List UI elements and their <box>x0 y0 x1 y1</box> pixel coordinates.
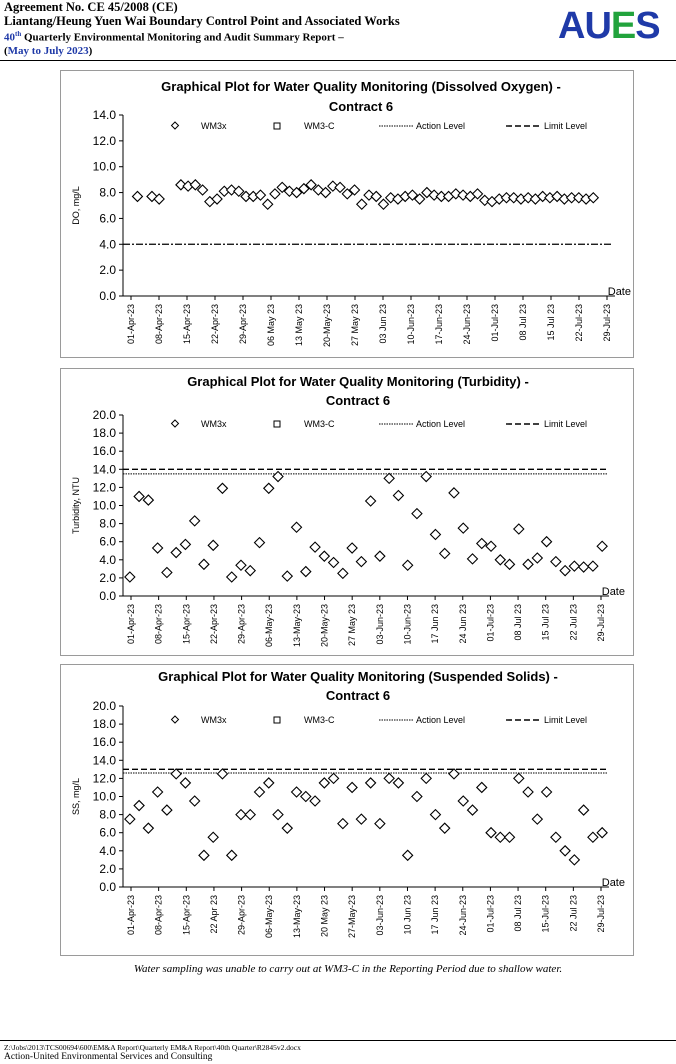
data-point <box>384 473 394 483</box>
report-title-text: Quarterly Environmental Monitoring and Audit Summary Report – <box>21 31 344 44</box>
x-axis-label: Date <box>601 877 625 889</box>
y-tick-label: 4.0 <box>99 843 116 858</box>
data-point <box>335 182 345 192</box>
data-point <box>430 529 440 539</box>
y-tick-label: 14.0 <box>92 108 116 122</box>
data-point <box>125 814 135 824</box>
data-point <box>505 559 515 569</box>
data-point <box>371 191 381 201</box>
data-point <box>171 548 181 558</box>
report-ordinal: 40 <box>4 31 15 44</box>
report-ordinal-suffix: th <box>15 30 22 38</box>
data-point <box>403 850 413 860</box>
legend-marker-square <box>274 421 280 427</box>
agreement-number: Agreement No. CE 45/2008 (CE) <box>4 0 178 14</box>
period-open: ( <box>4 44 8 57</box>
data-point <box>301 792 311 802</box>
x-tick-label: 03-Jun-23 <box>374 604 385 645</box>
data-point <box>273 472 283 482</box>
x-tick-label: 01-Apr-23 <box>126 304 136 345</box>
x-tick-label: 24-Jun-23 <box>462 304 472 345</box>
period-close: ) <box>88 44 93 57</box>
x-tick-label: 06 May 23 <box>266 304 276 347</box>
x-tick-label: 17 Jun 23 <box>430 895 441 935</box>
data-point <box>477 539 487 549</box>
logo-letter: A <box>558 5 585 47</box>
y-tick-label: 4.0 <box>99 237 116 252</box>
chart-title-line: Graphical Plot for Water Quality Monitoring (Turbidity) - <box>187 374 529 389</box>
data-point <box>514 524 524 534</box>
data-point <box>134 491 144 501</box>
data-point <box>569 855 579 865</box>
x-tick-label: 08-Apr-23 <box>154 304 164 345</box>
data-point <box>273 810 283 820</box>
legend-label: Action Level <box>416 715 466 725</box>
data-point <box>199 559 209 569</box>
y-tick-label: 18.0 <box>92 426 116 441</box>
data-point <box>495 555 505 565</box>
data-point <box>579 805 589 815</box>
x-tick-label: 08 Jul 23 <box>513 895 524 932</box>
x-tick-label: 06-May-23 <box>264 604 275 648</box>
turbidity-chart <box>61 369 633 655</box>
legend-label: WM3-C <box>304 121 335 131</box>
data-point <box>236 560 246 570</box>
x-tick-label: 13 May 23 <box>294 304 304 347</box>
data-point <box>560 846 570 856</box>
report-header <box>4 0 400 58</box>
y-tick-label: 12.0 <box>92 480 116 495</box>
data-point <box>254 538 264 548</box>
data-point <box>440 548 450 558</box>
x-tick-label: 03-Jun-23 <box>374 895 385 936</box>
data-point <box>421 472 431 482</box>
data-point <box>375 819 385 829</box>
data-point <box>199 850 209 860</box>
data-point <box>254 787 264 797</box>
data-point <box>449 488 459 498</box>
x-tick-label: 08-Apr-23 <box>153 895 164 936</box>
do-chart <box>61 71 633 357</box>
x-tick-label: 29-Jul-23 <box>602 304 612 342</box>
x-tick-label: 22 Jul 23 <box>568 604 579 641</box>
data-point <box>532 814 542 824</box>
x-tick-label: 27-May-23 <box>347 895 358 939</box>
x-tick-label: 22-Apr-23 <box>210 304 220 345</box>
data-point <box>551 557 561 567</box>
data-point <box>551 832 561 842</box>
data-point <box>560 566 570 576</box>
data-point <box>190 516 200 526</box>
data-point <box>421 773 431 783</box>
data-point <box>263 199 273 209</box>
data-point <box>393 778 403 788</box>
data-point <box>468 805 478 815</box>
header-divider <box>0 60 676 61</box>
y-tick-label: 20.0 <box>92 408 116 422</box>
x-tick-label: 24-Jun-23 <box>457 895 468 936</box>
x-tick-label: 01-Jul-23 <box>485 895 496 933</box>
x-tick-label: 15-Apr-23 <box>181 895 192 936</box>
logo-letter: E <box>610 5 636 47</box>
data-point <box>458 796 468 806</box>
logo-letter: S <box>635 5 660 47</box>
data-point <box>366 778 376 788</box>
data-point <box>310 542 320 552</box>
y-tick-label: 8.0 <box>99 185 116 200</box>
data-point <box>486 828 496 838</box>
data-point <box>449 769 459 779</box>
chart-title-line: Graphical Plot for Water Quality Monitoring (Suspended Solids) - <box>158 669 558 684</box>
legend-marker-diamond <box>172 716 179 723</box>
y-tick-label: 6.0 <box>99 825 116 840</box>
project-title: Liantang/Heung Yuen Wai Boundary Control Point and Associated Works <box>4 14 400 28</box>
x-tick-label: 17 Jun 23 <box>430 604 441 644</box>
data-point <box>301 567 311 577</box>
x-tick-label: 01-Jul-23 <box>485 604 496 642</box>
x-tick-label: 13-May-23 <box>291 604 302 648</box>
y-axis-label: Turbidity, NTU <box>71 476 81 535</box>
data-point <box>217 483 227 493</box>
x-tick-label: 27 May 23 <box>347 604 358 647</box>
report-title <box>4 28 400 45</box>
data-point <box>125 572 135 582</box>
legend-marker-square <box>274 717 280 723</box>
legend-marker-square <box>274 123 280 129</box>
x-tick-label: 29-Jul-23 <box>596 604 606 642</box>
y-tick-label: 10.0 <box>92 498 116 513</box>
sampling-note: Water sampling was unable to carry out at WM3-C in the Reporting Period due to shallow water. <box>133 963 563 975</box>
data-point <box>143 823 153 833</box>
data-point <box>468 554 478 564</box>
y-tick-label: 12.0 <box>92 771 116 786</box>
data-point <box>477 782 487 792</box>
y-tick-label: 2.0 <box>99 263 116 278</box>
data-point <box>190 796 200 806</box>
y-tick-label: 2.0 <box>99 570 116 585</box>
legend-label: Limit Level <box>544 419 588 429</box>
data-point <box>523 787 533 797</box>
y-tick-label: 4.0 <box>99 552 116 567</box>
x-tick-label: 29-Apr-23 <box>236 895 247 936</box>
data-point <box>162 567 172 577</box>
data-point <box>180 778 190 788</box>
data-point <box>153 787 163 797</box>
x-tick-label: 29-Apr-23 <box>236 604 247 645</box>
data-point <box>440 823 450 833</box>
x-tick-label: 01-Apr-23 <box>126 895 136 936</box>
data-point <box>329 773 339 783</box>
data-point <box>588 832 598 842</box>
y-tick-label: 10.0 <box>92 159 116 174</box>
x-tick-label: 15 Jul 23 <box>540 604 551 641</box>
data-point <box>569 561 579 571</box>
x-tick-label: 03 Jun 23 <box>378 304 388 344</box>
data-point <box>208 540 218 550</box>
chart-title-line: Contract 6 <box>325 393 391 408</box>
data-point <box>597 828 607 838</box>
data-point <box>132 191 142 201</box>
y-tick-label: 0.0 <box>99 880 116 894</box>
data-point <box>514 773 524 783</box>
x-tick-label: 22-Jul-23 <box>574 304 584 342</box>
data-point <box>319 778 329 788</box>
data-point <box>264 483 274 493</box>
data-point <box>412 509 422 519</box>
legend-label: WM3-C <box>304 715 335 725</box>
legend-marker-diamond <box>172 420 179 427</box>
x-tick-label: 20-May-23 <box>322 304 332 348</box>
y-axis-label: SS, mg/L <box>71 777 81 816</box>
x-tick-label: 29-Apr-23 <box>238 304 248 345</box>
x-tick-label: 15 Jul 23 <box>546 304 556 341</box>
data-point <box>542 787 552 797</box>
data-point <box>588 193 598 203</box>
y-tick-label: 8.0 <box>99 807 116 822</box>
legend-label: WM3-C <box>304 419 335 429</box>
legend-label: Action Level <box>416 419 466 429</box>
x-tick-label: 10-Jun-23 <box>402 604 413 645</box>
x-tick-label: 15-Apr-23 <box>182 304 192 345</box>
data-point <box>282 823 292 833</box>
x-tick-label: 22 Apr 23 <box>208 895 219 934</box>
data-point <box>134 801 144 811</box>
do-chart-panel <box>60 70 634 358</box>
data-point <box>310 796 320 806</box>
legend-label: WM3x <box>201 121 227 131</box>
y-tick-label: 16.0 <box>92 735 116 750</box>
y-tick-label: 2.0 <box>99 861 116 876</box>
data-point <box>282 571 292 581</box>
footer-file-path: Z:\Jobs\2013\TCS00694\600\EM&A Report\Quarterly EM&A Report\40th Quarter\R2845v2.docx <box>4 1043 301 1052</box>
data-point <box>505 832 515 842</box>
x-tick-label: 01-Apr-23 <box>126 604 136 645</box>
ss-chart <box>61 665 633 955</box>
x-tick-label: 20 May 23 <box>319 895 330 938</box>
x-tick-label: 01-Jul-23 <box>490 304 500 342</box>
data-point <box>393 491 403 501</box>
footer-company: Action-United Environmental Services and Consulting <box>4 1052 213 1062</box>
data-point <box>378 199 388 209</box>
data-point <box>347 543 357 553</box>
x-tick-label: 24 Jun 23 <box>457 604 468 644</box>
data-point <box>458 523 468 533</box>
y-tick-label: 8.0 <box>99 516 116 531</box>
y-axis-label: DO, mg/L <box>71 186 81 225</box>
legend-marker-diamond <box>172 122 179 129</box>
data-point <box>245 810 255 820</box>
data-point <box>180 539 190 549</box>
data-point <box>153 543 163 553</box>
x-tick-label: 08 Jul 23 <box>518 304 528 341</box>
data-point <box>542 537 552 547</box>
x-tick-label: 08 Jul 23 <box>513 604 524 641</box>
report-period <box>4 45 400 58</box>
y-tick-label: 10.0 <box>92 789 116 804</box>
data-point <box>171 769 181 779</box>
data-point <box>532 553 542 563</box>
y-tick-label: 6.0 <box>99 211 116 226</box>
data-point <box>523 559 533 569</box>
footer-divider <box>0 1040 676 1041</box>
y-tick-label: 0.0 <box>99 589 116 603</box>
y-tick-label: 14.0 <box>92 753 116 768</box>
x-tick-label: 10-Jun-23 <box>406 304 416 345</box>
legend-label: Action Level <box>416 121 466 131</box>
period-text: May to July 2023 <box>7 44 89 57</box>
data-point <box>270 189 280 199</box>
chart-title-line: Graphical Plot for Water Quality Monitoring (Dissolved Oxygen) - <box>161 79 561 94</box>
x-tick-label: 27 May 23 <box>350 304 360 347</box>
aues-logo <box>558 6 660 46</box>
y-tick-label: 16.0 <box>92 444 116 459</box>
data-point <box>412 792 422 802</box>
x-tick-label: 20-May-23 <box>319 604 330 648</box>
y-tick-label: 0.0 <box>99 289 116 303</box>
turbidity-chart-panel <box>60 368 634 656</box>
data-point <box>403 560 413 570</box>
legend-label: WM3x <box>201 715 227 725</box>
data-point <box>217 769 227 779</box>
chart-title-line: Contract 6 <box>325 688 391 703</box>
data-point <box>486 541 496 551</box>
data-point <box>292 522 302 532</box>
x-tick-label: 10 Jun 23 <box>402 895 413 935</box>
data-point <box>255 190 265 200</box>
x-tick-label: 15-Apr-23 <box>181 604 192 645</box>
data-point <box>356 557 366 567</box>
x-tick-label: 13-May-23 <box>291 895 302 939</box>
legend-label: Limit Level <box>544 715 588 725</box>
ss-chart-panel <box>60 664 634 956</box>
data-point <box>338 568 348 578</box>
x-tick-label: 17-Jun-23 <box>434 304 444 345</box>
logo-letter: U <box>584 5 611 47</box>
data-point <box>162 805 172 815</box>
y-tick-label: 6.0 <box>99 534 116 549</box>
x-tick-label: 22-Apr-23 <box>208 604 219 645</box>
y-tick-label: 20.0 <box>92 699 116 713</box>
x-tick-label: 15-Jul-23 <box>540 895 551 933</box>
data-point <box>588 561 598 571</box>
data-point <box>264 778 274 788</box>
data-point <box>357 199 367 209</box>
data-point <box>245 566 255 576</box>
x-tick-label: 29-Jul-23 <box>596 895 606 933</box>
data-point <box>227 572 237 582</box>
data-point <box>319 551 329 561</box>
data-point <box>375 551 385 561</box>
data-point <box>384 773 394 783</box>
data-point <box>292 787 302 797</box>
x-tick-label: 08-Apr-23 <box>153 604 164 645</box>
y-tick-label: 14.0 <box>92 462 116 477</box>
data-point <box>356 814 366 824</box>
x-tick-label: 06-May-23 <box>264 895 275 939</box>
y-tick-label: 18.0 <box>92 717 116 732</box>
data-point <box>347 782 357 792</box>
x-axis-label: Date <box>601 586 625 598</box>
x-tick-label: 22 Jul 23 <box>568 895 579 932</box>
legend-label: Limit Level <box>544 121 588 131</box>
x-axis-label: Date <box>607 286 631 298</box>
y-tick-label: 12.0 <box>92 133 116 148</box>
data-point <box>579 562 589 572</box>
data-point <box>329 558 339 568</box>
data-point <box>143 495 153 505</box>
legend-label: WM3x <box>201 419 227 429</box>
data-point <box>338 819 348 829</box>
data-point <box>208 832 218 842</box>
data-point <box>597 541 607 551</box>
chart-title-line: Contract 6 <box>328 99 394 114</box>
data-point <box>430 810 440 820</box>
data-point <box>227 850 237 860</box>
data-point <box>366 496 376 506</box>
